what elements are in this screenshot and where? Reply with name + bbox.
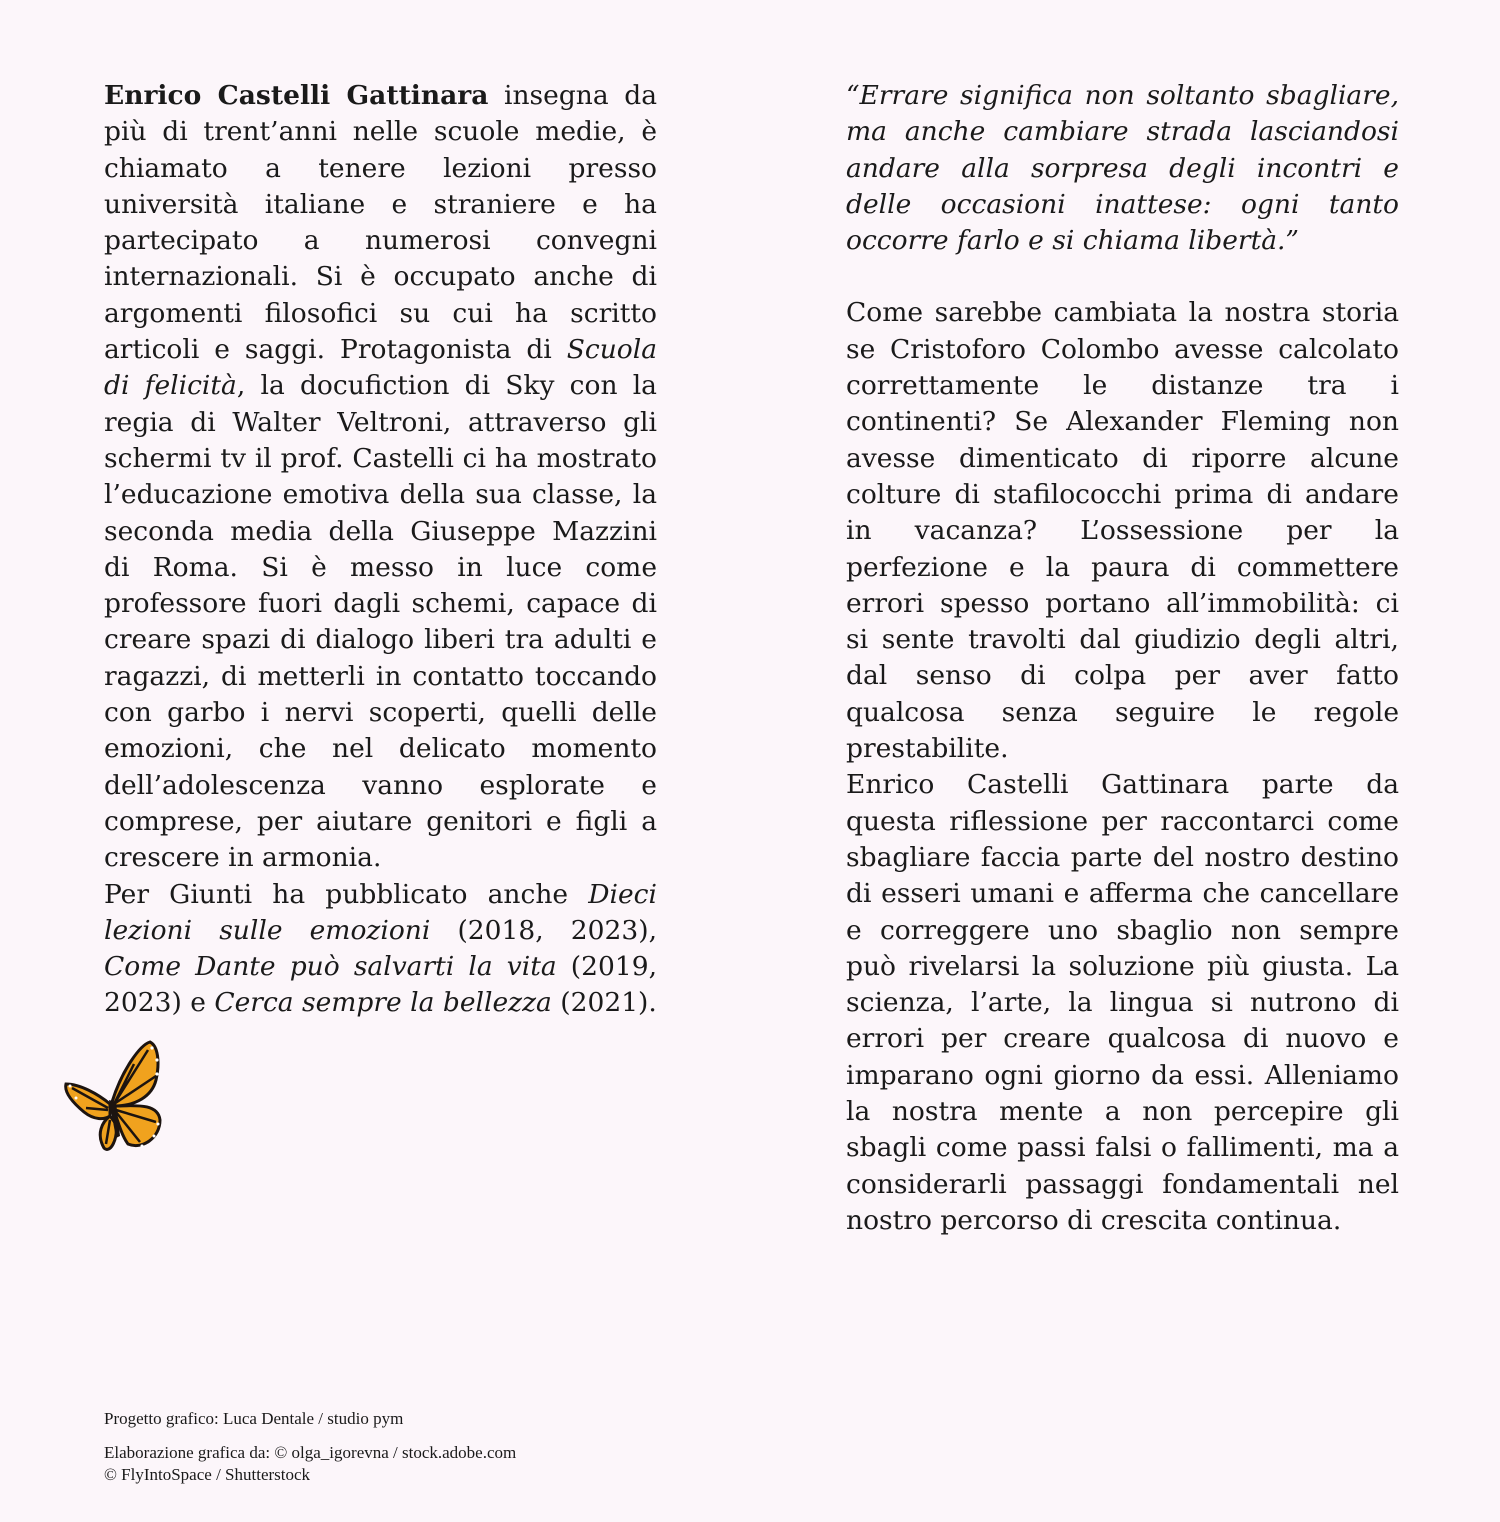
butterfly-icon <box>62 1040 168 1158</box>
author-name: Enrico Castelli Gattinara <box>104 80 489 111</box>
book-years-2: (2019, 2023) e <box>104 951 657 1019</box>
book-title-3: Cerca sempre la bellezza <box>214 987 552 1019</box>
publications-intro: Per Giunti ha pubblicato anche <box>104 878 589 910</box>
image-credit-line-2: © FlyIntoSpace / Shutterstock <box>104 1465 311 1484</box>
image-credit-line-1: Elaborazione grafica da: © olga_igorevna / stock.adobe.com <box>104 1443 517 1462</box>
book-years-3: (2021). <box>551 987 657 1019</box>
show-title: Scuola di felicità <box>104 334 657 402</box>
author-bio <box>104 78 657 877</box>
book-title-1: Dieci lezioni sulle emozioni <box>104 878 657 946</box>
blurb-paragraph-1: Come sarebbe cambiata la nostra storia se Cristoforo Colombo avesse calcolato correttamente le distanze tra i continenti? Se Alexander Fleming non avesse dimenticato di riporre alcune colture di stafilococchi prima di andare in vacanza? L’ossessione per la perfezione e la paura di commettere errori spesso portano all’immobilità: ci si sente travolti dal giudizio degli altri, dal senso di colpa per aver fatto qualcosa senza seguire le regole prestabilite. <box>846 297 1399 765</box>
book-title-2: Come Dante può salvarti la vita <box>104 951 557 983</box>
credits <box>104 1408 704 1486</box>
epigraph-quote: “Errare significa non soltanto sbagliare, ma anche cambiare strada lasciandosi andare alla sorpresa degli incontri e delle occasioni inattese: ogni tanto occorre farlo e si chiama libertà.” <box>846 80 1399 257</box>
publications <box>104 877 657 1022</box>
left-column <box>104 78 657 1022</box>
blurb-paragraph-2: Enrico Castelli Gattinara parte da questa riflessione per raccontarci come sbagliare faccia parte del nostro destino di esseri umani e afferma che cancellare e correggere uno sbaglio non sempre può rivelarsi la soluzione più giusta. La scienza, l’arte, la lingua si nutrono di errori per creare qualcosa di nuovo e imparano ogni giorno da essi. Alleniamo la nostra mente a non percepire gli sbagli come passi falsi o fallimenti, ma a considerarli passaggi fondamentali nel nostro percorso di crescita continua. <box>846 769 1399 1236</box>
right-column <box>846 78 1399 1239</box>
bio-text-1: insegna da più di trent’anni nelle scuole medie, è chiamato a tenere lezioni presso università italiane e straniere e ha partecipato a numerosi convegni internazionali. Si è occupato anche di argomenti filosofici su cui ha scritto articoli e saggi. Protagonista di <box>104 80 657 366</box>
bio-text-2: , la docufiction di Sky con la regia di Walter Veltroni, attraverso gli schermi tv il prof. Castelli ci ha mostrato l’educazione emotiva della sua classe, la seconda media della Giuseppe Mazzini di Roma. Si è messo in luce come professore fuori dagli schemi, capace di creare spazi di dialogo liberi tra adulti e ragazzi, di metterli in contatto toccando con garbo i nervi scoperti, quelli delle emozioni, che nel delicato momento dell’adolescenza vanno esplorate e comprese, per aiutare genitori e figli a crescere in armonia. <box>104 370 657 874</box>
design-credit: Progetto grafico: Luca Dentale / studio pym <box>104 1409 404 1428</box>
book-years-1: (2018, 2023), <box>430 914 657 946</box>
